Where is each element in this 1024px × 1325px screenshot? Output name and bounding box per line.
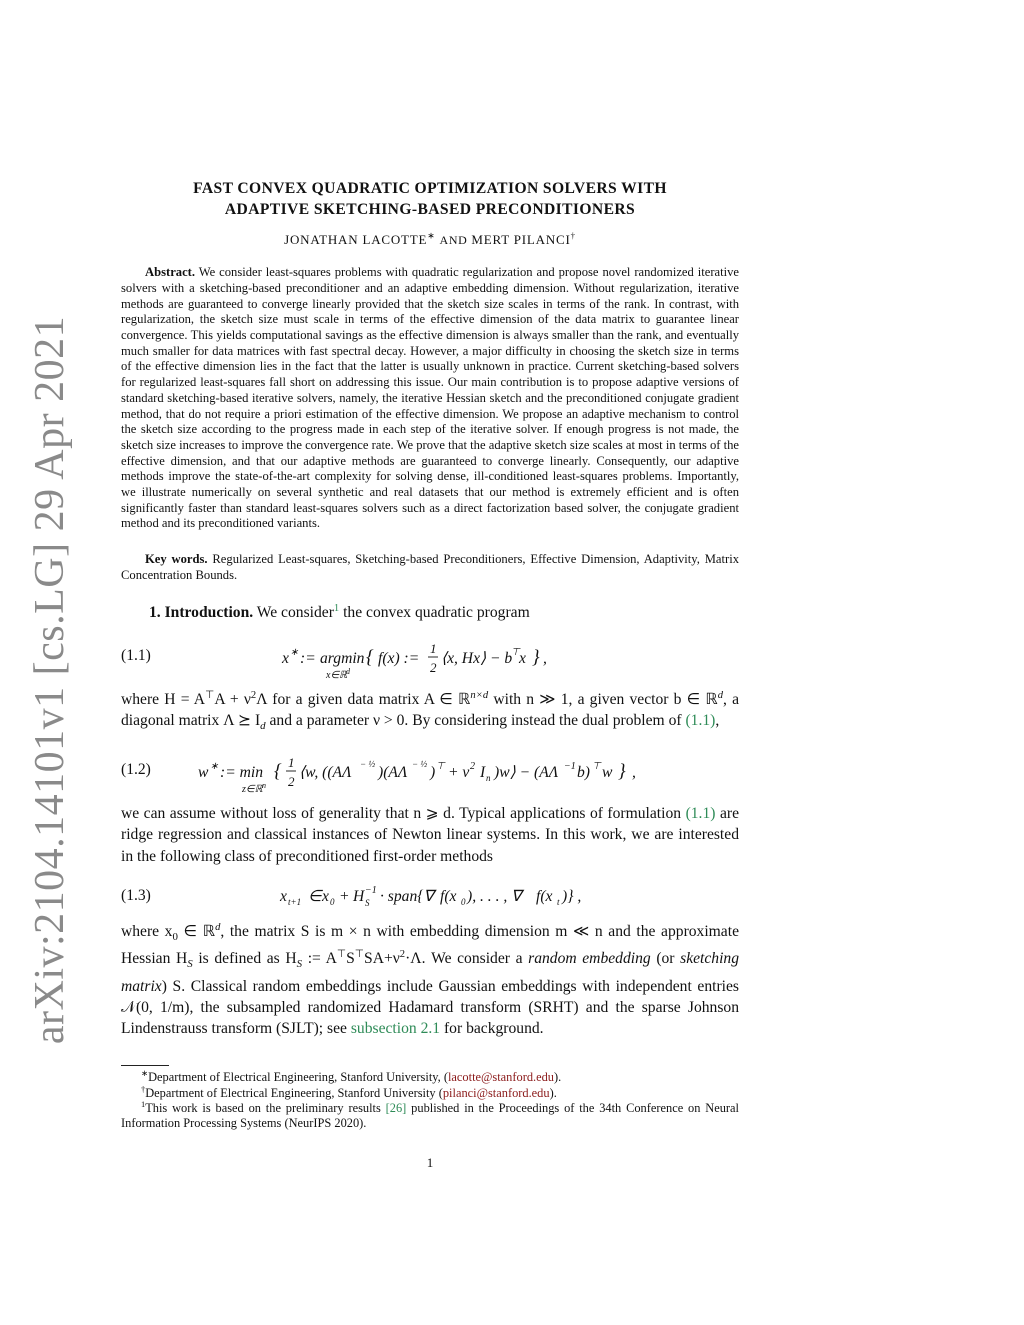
para1-a: where H = A (121, 690, 206, 708)
svg-text:⊤: ⊤ (592, 761, 601, 773)
svg-text:∗: ∗ (210, 761, 219, 773)
svg-text:w: w (602, 764, 613, 782)
section-title: Introduction. (164, 603, 254, 621)
para3-g: SA+ν (364, 950, 400, 968)
author-1-mark: ∗ (427, 230, 436, 241)
abstract (121, 265, 739, 532)
title-line-1: FAST CONVEX QUADRATIC OPTIMIZATION SOLVERS WITH (193, 180, 667, 197)
svg-text:⊤: ⊤ (436, 761, 445, 773)
svg-text:,: , (632, 764, 636, 782)
svg-text:f(x) :=: f(x) := (378, 649, 420, 667)
svg-text:), . . . , ∇: ), . . . , ∇ (467, 887, 522, 905)
svg-text:x: x (519, 649, 526, 667)
para3-d: is defined as H (198, 950, 297, 968)
equation-1-3 (121, 875, 739, 915)
intro-rest: the convex quadratic program (343, 603, 530, 621)
authors (121, 229, 739, 251)
svg-text:⟨w, ((AΛ: ⟨w, ((AΛ (299, 764, 352, 782)
abstract-label: Abstract. (145, 265, 196, 280)
svg-text:}: } (618, 761, 626, 783)
para2-a: we can assume without loss of generality that n ⩾ d. Typical applications of formulation (121, 805, 682, 823)
svg-text:{: { (366, 646, 374, 668)
svg-text::= min: := min (220, 764, 264, 782)
svg-text:∗: ∗ (290, 646, 299, 658)
svg-text:argmin: argmin (320, 649, 365, 667)
svg-text:∈: ∈ (308, 887, 322, 905)
svg-text:+: + (339, 887, 350, 905)
svg-text:{: { (274, 761, 282, 783)
title-line-2: ADAPTIVE SKETCHING-BASED PRECONDITIONERS (224, 201, 636, 218)
footnotes (121, 1070, 739, 1132)
equation-label: (1.2) (121, 761, 151, 779)
equation-1-1-math (240, 641, 620, 687)
svg-text:I: I (480, 764, 486, 782)
author-and: AND (439, 233, 468, 247)
svg-text:S: S (365, 897, 370, 908)
para3-b: ∈ ℝ (183, 922, 216, 940)
para3-a: where x (121, 922, 173, 940)
email-pilanci[interactable]: pilanci@stanford.edu (442, 1085, 550, 1100)
footnote-rule (121, 1065, 169, 1066)
svg-text:)(AΛ: )(AΛ (378, 764, 408, 782)
svg-text:x: x (322, 887, 329, 905)
svg-text:−1: −1 (564, 761, 576, 773)
svg-text:n: n (486, 773, 491, 784)
arxiv-sidebar-id: arXiv:2104.14101v1 [cs.LG] 29 Apr 2021 (27, 315, 73, 1045)
para1-d: with n ≫ 1, a given vector b ∈ ℝ (493, 690, 718, 708)
ref-subsection-2-1[interactable]: subsection 2.1 (350, 1019, 441, 1037)
svg-text:−1: −1 (365, 884, 377, 896)
svg-text:)} ,: )} , (562, 887, 582, 905)
svg-text:,: , (543, 649, 547, 667)
svg-text:f(x: f(x (536, 887, 553, 905)
svg-text:− ½: − ½ (412, 759, 428, 770)
svg-text:0: 0 (330, 896, 335, 907)
term-random-embedding: random embedding (528, 950, 651, 968)
citation-26[interactable]: [26] (385, 1100, 407, 1115)
equation-1-3-math (220, 879, 640, 913)
footnote-1: ∗Department of Electrical Engineering, Stanford University, (lacotte@stanford.edu). (141, 1068, 562, 1085)
para3-f: S (346, 950, 355, 968)
abstract-text: We consider least-squares problems with quadratic regularization and propose novel randomized iterative solvers with a sketching-based preconditioner and an adaptive embedding dimension. Without regularization, iterative methods are guaranteed to converge linearly provided that the sketch size scales in terms of the rank. In contrast, with regularization, the sketch size must scale in terms of the effective dimension of the data matrix to guarantee linear convergence. This yields computational savings as the effective dimension is always smaller than the rank, and eventually much smaller for data matrices with fast spectral decay. However, a major difficulty in choosing the sketch size in terms of the effective dimension lies in the fact that the latter is usually unknown in practice. Current sketching-based solvers for regularized least-squares fall short on addressing this issue. Our main contribution is to propose adaptive versions of standard sketching-based iterative solvers, namely, the iterative Hessian sketch and the preconditioned conjugate gradient method, that do not require a priori estimation of the effective dimension. We propose an adaptive mechanism to control the sketch size according to the progress made in each step of the iterative solver. If enough progress is not made, the sketch size increases to improve the convergence rate. We prove that the adaptive sketch size scales at most in terms of the effective dimension, and that our adaptive methods are guaranteed to converge linearly. Consequently, our adaptive methods improve the state-of-the-art complexity for solving dense, ill-conditioned least-squares problems. Importantly, we illustrate numerically on several synthetic and real datasets that our method is extremely efficient and is often significantly faster than standard least-squares solvers such as a direct factorization based solver, the conjugate gradient method and its preconditioned variants. (121, 265, 739, 531)
page-number: 1 (426, 1154, 434, 1170)
para3-h: ·Λ. We consider a (405, 950, 523, 968)
svg-text:1: 1 (430, 640, 437, 656)
svg-text:f(x: f(x (440, 887, 457, 905)
equation-body (121, 755, 739, 807)
svg-text::=: := (300, 649, 316, 667)
para1-f: and a parameter ν > 0. By considering instead the dual problem of (269, 711, 682, 729)
equation-1-2-math (150, 755, 710, 801)
svg-text:⊤: ⊤ (511, 646, 520, 658)
para1-b: A + ν (214, 690, 251, 708)
equation-label: (1.1) (121, 646, 151, 664)
svg-text:b): b) (577, 764, 590, 782)
svg-text:⟨x, Hx⟩ − b: ⟨x, Hx⟩ − b (441, 649, 513, 667)
svg-text:H: H (353, 887, 365, 905)
para2-b: are ridge regression and classical instances of Newton linear systems. In this work, we are interested in the following class of preconditioned first-order methods (121, 805, 739, 865)
svg-text:x: x (280, 887, 287, 905)
ref-eq-1-1-b[interactable]: (1.1) (685, 805, 716, 823)
para1-e: , a diagonal matrix Λ ⪰ I (121, 690, 740, 729)
svg-text:− ½: − ½ (360, 759, 376, 770)
author-2: MERT PILANCI (471, 232, 571, 247)
svg-text:2: 2 (470, 761, 475, 773)
svg-text:2: 2 (288, 774, 295, 790)
svg-text:1: 1 (288, 755, 295, 771)
footnote-2: †Department of Electrical Engineering, Stanford University (pilanci@stanford.edu). (141, 1083, 557, 1100)
section-number: 1. (149, 603, 161, 621)
equation-label: (1.3) (121, 886, 151, 904)
svg-text:+ ν: + ν (448, 764, 470, 782)
paper-page (121, 178, 739, 1173)
equation-body (121, 641, 739, 693)
svg-text:· span{∇: · span{∇ (380, 887, 434, 905)
paragraph-problem-def: where $H = A^⊤A + \nu^2\Lambda$ for a given data matrix A ∈ ℝ$^{n\times d}$ with n ≫ 1, a given vector b ∈ ℝ$^d$, a diagonal matrix Λ ⪰ $I_d$ and a parameter ν > 0. By considering instead the dual problem of (1.1), (121, 689, 740, 733)
para3-j: for background. (443, 1019, 544, 1037)
keywords (121, 552, 739, 583)
svg-text:d: d (346, 666, 350, 676)
equation-1-1 (121, 631, 739, 683)
intro-lead: We consider (256, 603, 334, 621)
svg-text:w: w (198, 764, 209, 782)
svg-text:0: 0 (461, 896, 466, 907)
equation-body (121, 879, 739, 919)
svg-text:)w⟩ − (AΛ: )w⟩ − (AΛ (494, 764, 559, 782)
ref-eq-1-1[interactable]: (1.1) (685, 711, 716, 729)
svg-text:z∈ℝ: z∈ℝ (242, 784, 263, 796)
svg-text:x∈ℝ: x∈ℝ (326, 669, 348, 681)
footnote-3: $^1$This work is based on the preliminary results [26] published in the Proceedings of the 34th Conference on Neural Information Processing Systems (NeurIPS 2020). (121, 1098, 739, 1131)
author-2-mark: † (570, 230, 576, 241)
svg-text:t: t (557, 896, 560, 907)
para3-or: (or (656, 950, 675, 968)
para3-e: := A (307, 950, 337, 968)
equation-1-2 (121, 745, 739, 797)
intro-footnote-mark[interactable]: 1 (333, 602, 340, 614)
para3-i: ) S. Classical random embeddings include Gaussian embeddings with independent entries 𝒩(0, 1/m), the subsampled randomized Hadamard transform (SRHT) and the sparse Johnson Lindenstrauss transform (SJLT); see (121, 977, 739, 1037)
email-lacotte[interactable]: lacotte@stanford.edu (447, 1070, 555, 1085)
para3-c: , the matrix S is m × n with embedding dimension m ≪ n and the approximate Hessian H (121, 922, 739, 968)
svg-text:): ) (430, 764, 436, 782)
paper-title (121, 178, 739, 220)
author-1: JONATHAN LACOTTE (284, 232, 428, 247)
section-intro-heading (121, 602, 739, 623)
svg-text:n: n (262, 781, 266, 791)
svg-text:2: 2 (430, 659, 437, 675)
keywords-label: Key words. (145, 552, 208, 567)
svg-text:t+1: t+1 (288, 896, 302, 907)
svg-text:x: x (282, 649, 289, 667)
keywords-text: Regularized Least-squares, Sketching-based Preconditioners, Effective Dimension, Adaptivity, Matrix Concentration Bounds. (121, 552, 739, 582)
paragraph-dual (121, 803, 739, 867)
paragraph-sketch: where $x_0$ ∈ ℝ$^d$, the matrix S is m × n with embedding dimension m ≪ n and the approximate Hessian $H_S$ is defined as $H_S$ := $A^⊤S^⊤SA+\nu^2\cdot\Lambda$. We consider a random embedding (or sketching matrix) S. Classical random embeddings include Gaussian embeddings with independent entries 𝒩(0, 1/m), the subsampled randomized Hadamard transform (SRHT) and the sparse Johnson Lindenstrauss transform (SJLT); see subsection 2.1 for background. (121, 921, 740, 1037)
svg-text:}: } (532, 646, 540, 668)
term-sketching-matrix: sketching matrix (121, 950, 740, 995)
para1-c: Λ for a given data matrix A ∈ ℝ (256, 690, 471, 708)
